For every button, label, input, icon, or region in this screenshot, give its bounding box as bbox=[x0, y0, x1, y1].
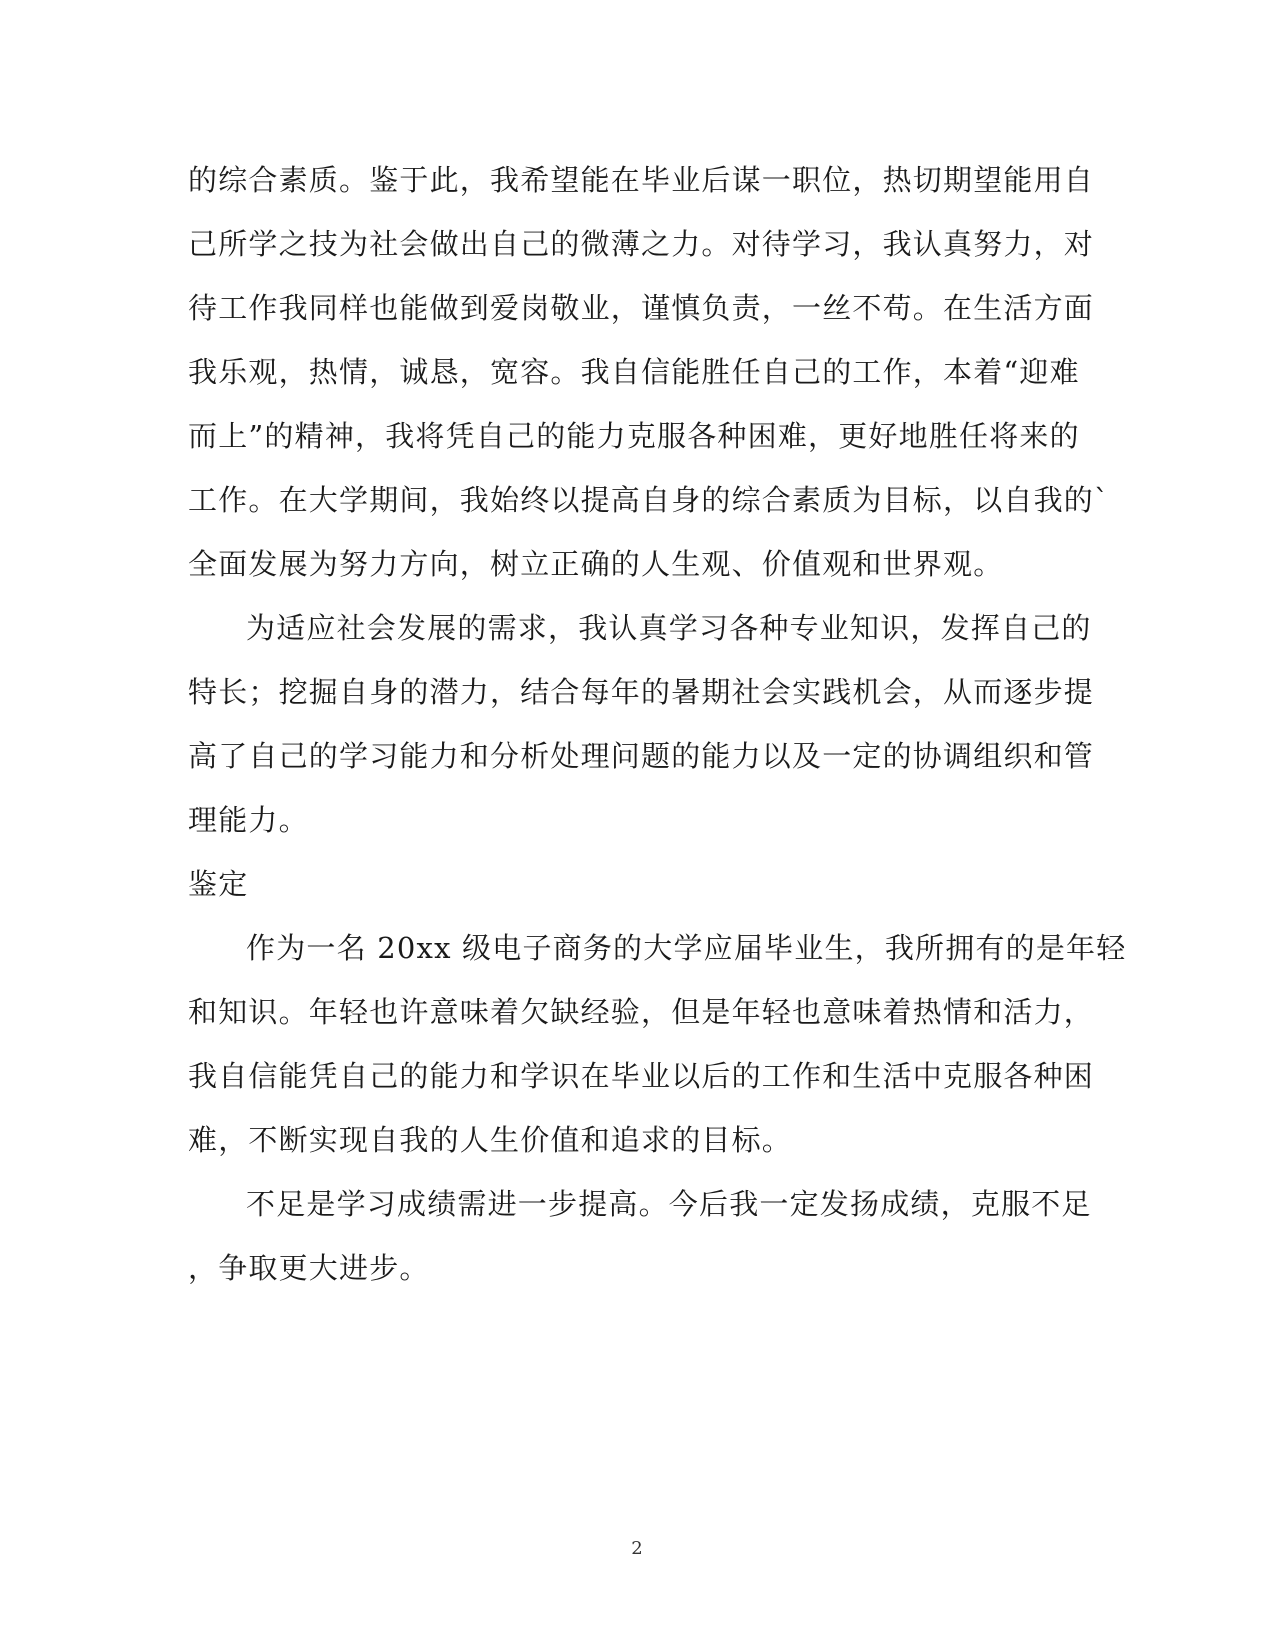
text-line: 工作。在大学期间，我始终以提高自身的综合素质为目标，以自我的` bbox=[188, 483, 1110, 517]
text-line: 己所学之技为社会做出自己的微薄之力。对待学习，我认真努力，对 bbox=[188, 227, 1095, 261]
text-line: 我自信能凭自己的能力和学识在毕业以后的工作和生活中克服各种困 bbox=[188, 1059, 1095, 1093]
text-line: 而上”的精神，我将凭自己的能力克服各种困难，更好地胜任将来的 bbox=[188, 419, 1080, 453]
text-line: 全面发展为努力方向，树立正确的人生观、价值观和世界观。 bbox=[188, 547, 1004, 581]
page-number: 2 bbox=[631, 1538, 643, 1559]
text-line: 我乐观，热情，诚恳，宽容。我自信能胜任自己的工作，本着“迎难 bbox=[188, 355, 1080, 389]
text-line: 待工作我同样也能做到爱岗敬业，谨慎负责，一丝不苟。在生活方面 bbox=[188, 291, 1095, 325]
text-line: 高了自己的学习能力和分析处理问题的能力以及一定的协调组织和管 bbox=[188, 739, 1095, 773]
paragraph-start-line: 为适应社会发展的需求，我认真学习各种专业知识，发挥自己的 bbox=[246, 611, 1092, 645]
text-line: 难，不断实现自我的人生价值和追求的目标。 bbox=[188, 1123, 793, 1157]
section-heading: 鉴定 bbox=[188, 867, 249, 901]
paragraph-start-line: 作为一名 20xx 级电子商务的大学应届毕业生，我所拥有的是年轻 bbox=[246, 931, 1127, 965]
text-line: 和知识。年轻也许意味着欠缺经验，但是年轻也意味着热情和活力， bbox=[188, 995, 1095, 1029]
text-line: 特长；挖掘自身的潜力，结合每年的暑期社会实践机会，从而逐步提 bbox=[188, 675, 1095, 709]
text-line: 理能力。 bbox=[188, 803, 309, 837]
text-line: ，争取更大进步。 bbox=[188, 1251, 430, 1285]
paragraph-start-line: 不足是学习成绩需进一步提高。今后我一定发扬成绩，克服不足 bbox=[246, 1187, 1092, 1221]
text-line: 的综合素质。鉴于此，我希望能在毕业后谋一职位，热切期望能用自 bbox=[188, 163, 1095, 197]
